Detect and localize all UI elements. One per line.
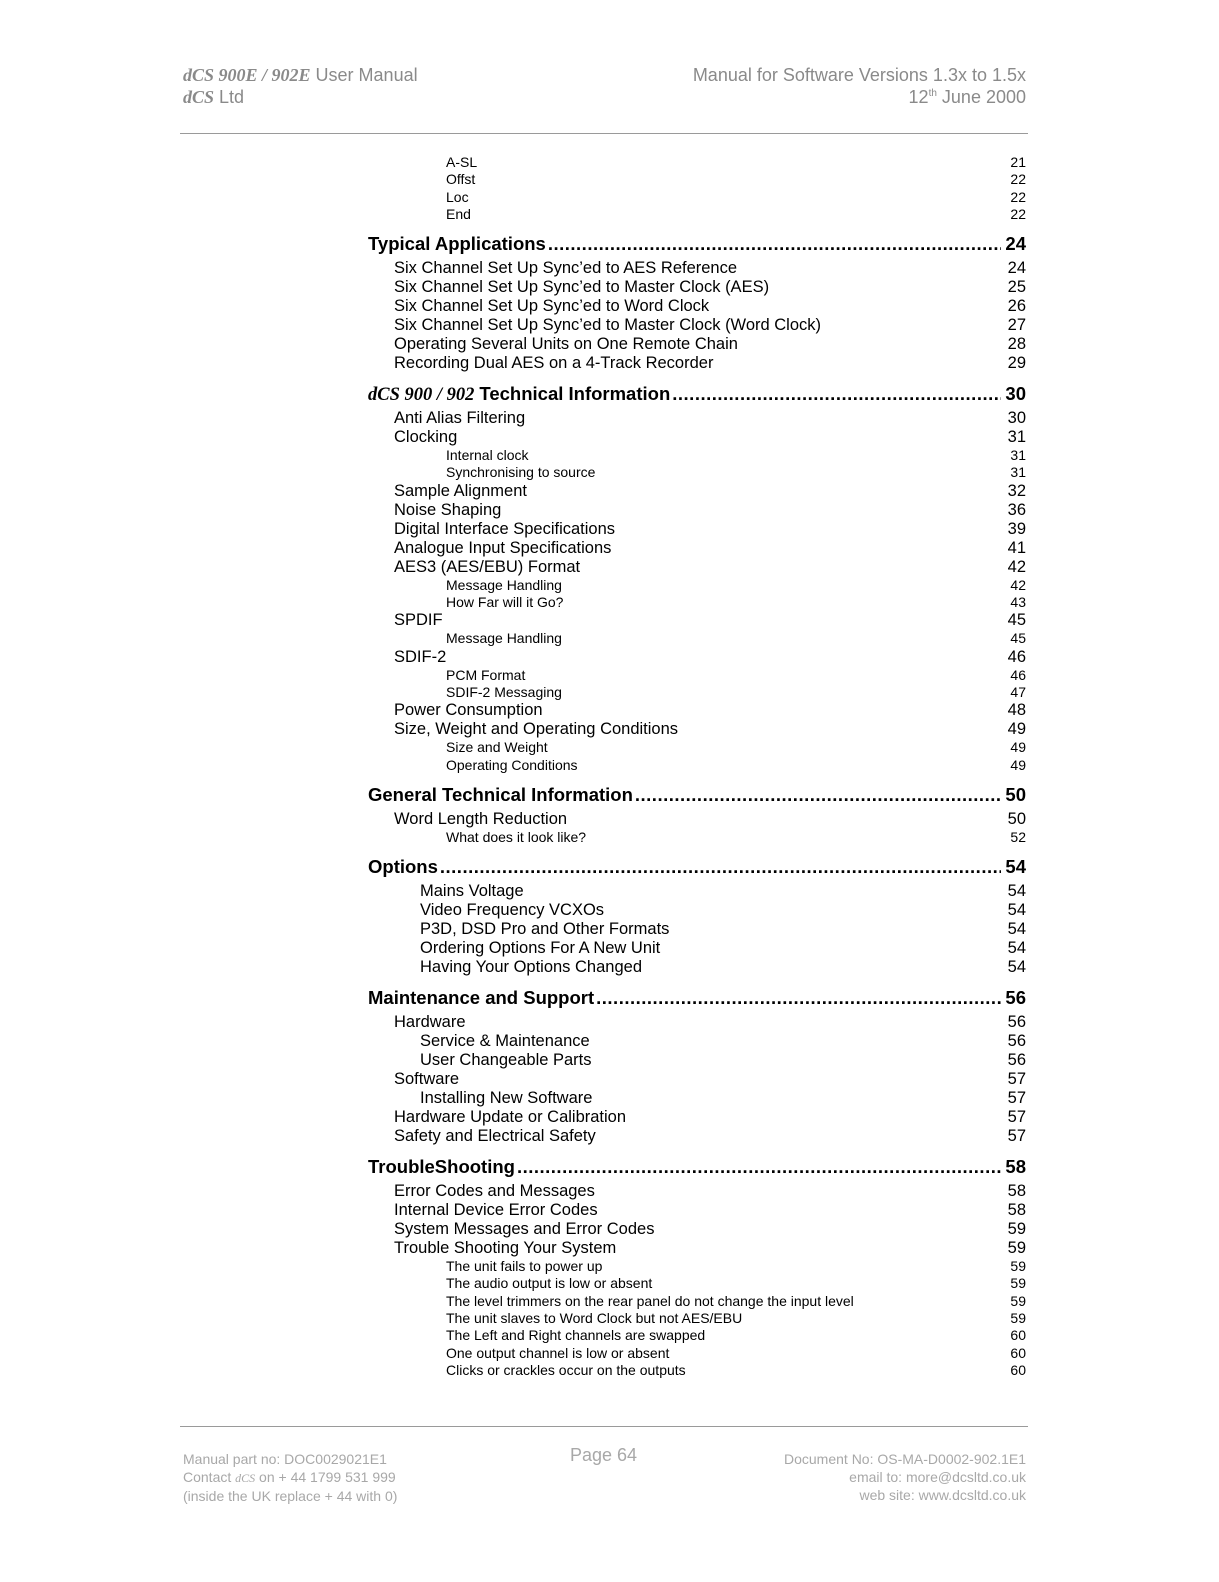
toc-entry[interactable] [368, 701, 1026, 720]
toc-entry-title: Error Codes and Messages [394, 1182, 595, 1201]
toc-entry[interactable] [368, 189, 1026, 206]
footer-left [183, 1450, 397, 1505]
toc-entry-page: 48 [1007, 701, 1026, 720]
section-page: 56 [1005, 987, 1026, 1009]
toc-entry-page: 24 [1007, 259, 1026, 278]
toc-entry-title: Six Channel Set Up Sync’ed to Word Clock [394, 297, 710, 316]
toc-entry-title: Internal Device Error Codes [394, 1201, 598, 1220]
section-title: Technical Information [479, 383, 671, 405]
section-title: Options [368, 856, 438, 878]
toc-entry-title: Six Channel Set Up Sync’ed to Master Clock (AES) [394, 278, 770, 297]
toc-entry-page: 59 [1007, 1239, 1026, 1258]
toc-entry[interactable] [368, 882, 1026, 901]
toc-entry[interactable] [368, 409, 1026, 428]
toc-entry-title: User Changeable Parts [420, 1051, 592, 1070]
toc-entry-title: Message Handling [446, 630, 562, 647]
toc-entry[interactable] [368, 1220, 1026, 1239]
toc-entry-page: 56 [1007, 1032, 1026, 1051]
footer-divider [180, 1426, 1028, 1427]
toc-entry-title: Power Consumption [394, 701, 543, 720]
toc-entry-title: Word Length Reduction [394, 809, 568, 828]
toc-entry[interactable] [368, 720, 1026, 739]
toc-entry-title: P3D, DSD Pro and Other Formats [420, 920, 670, 939]
header-right [693, 64, 1026, 108]
toc-entry-page: 59 [1010, 1258, 1026, 1275]
toc-entry-page: 25 [1007, 278, 1026, 297]
toc-entry-title: Anti Alias Filtering [394, 409, 526, 428]
toc-entry-page: 36 [1007, 500, 1026, 519]
section-title: General Technical Information [368, 783, 633, 805]
toc-entry-page: 49 [1010, 739, 1026, 756]
toc-entry-title: AES3 (AES/EBU) Format [394, 557, 581, 576]
toc-entry-page: 54 [1007, 920, 1026, 939]
toc-entry[interactable] [368, 1070, 1026, 1089]
header-product-line [183, 64, 418, 86]
dot-leader [517, 1155, 1001, 1179]
toc-entry[interactable] [368, 1275, 1026, 1292]
dot-leader [596, 986, 1001, 1010]
toc-entry[interactable] [368, 1201, 1026, 1220]
toc-entry-page: 41 [1007, 538, 1026, 557]
header-divider [180, 133, 1028, 134]
toc-entry[interactable] [368, 829, 1026, 846]
toc-entry[interactable] [368, 1032, 1026, 1051]
toc-entry-page: 57 [1007, 1070, 1026, 1089]
toc-entry-title: Hardware Update or Calibration [394, 1108, 627, 1127]
toc-entry-page: 60 [1010, 1361, 1026, 1378]
toc-entry-title: SPDIF [394, 611, 443, 630]
table-of-contents [368, 154, 1026, 1379]
toc-entry-title: Size and Weight [446, 739, 548, 756]
toc-entry-page: 56 [1007, 1051, 1026, 1070]
toc-entry-page: 31 [1007, 428, 1026, 447]
dot-leader [440, 855, 1002, 879]
toc-entry[interactable] [368, 482, 1026, 501]
toc-entry-title: The Left and Right channels are swapped [446, 1327, 706, 1344]
toc-entry-title: Trouble Shooting Your System [394, 1239, 617, 1258]
toc-entry-title: Digital Interface Specifications [394, 519, 616, 538]
manual-part-no: Manual part no: DOC0029021E1 [183, 1451, 387, 1467]
toc-entry[interactable] [368, 577, 1026, 594]
toc-entry-title: Synchronising to source [446, 464, 596, 481]
dot-leader [635, 783, 1002, 807]
toc-entry[interactable] [368, 1327, 1026, 1344]
toc-entry-page: 57 [1007, 1089, 1026, 1108]
toc-entry-title: The unit fails to power up [446, 1258, 603, 1275]
website-link[interactable]: web site: www.dcsltd.co.uk [859, 1487, 1026, 1503]
toc-entry[interactable] [368, 1293, 1026, 1310]
toc-entry-title: A-SL [446, 154, 478, 170]
toc-entry[interactable] [368, 539, 1026, 558]
toc-entry[interactable] [368, 354, 1026, 373]
toc-entry[interactable] [368, 1108, 1026, 1127]
toc-entry-page: 22 [1010, 171, 1026, 188]
toc-entry-page: 45 [1007, 611, 1026, 630]
toc-entry-page: 54 [1007, 939, 1026, 958]
toc-entry-page: 27 [1007, 316, 1026, 335]
toc-entry-title: Safety and Electrical Safety [394, 1127, 596, 1146]
toc-entry-page: 30 [1007, 409, 1026, 428]
toc-entry[interactable] [368, 1362, 1026, 1379]
toc-entry-page: 60 [1010, 1344, 1026, 1361]
company-suffix: Ltd [219, 87, 245, 107]
toc-entry-title: Clocking [394, 428, 458, 447]
toc-entry-page: 57 [1007, 1108, 1026, 1127]
toc-entry-title: Noise Shaping [394, 500, 502, 519]
toc-entry[interactable] [368, 667, 1026, 684]
contact-phone: Contact dCS on + 44 1799 531 999 [183, 1469, 396, 1485]
toc-entry[interactable] [368, 901, 1026, 920]
toc-entry-title: Software [394, 1070, 460, 1089]
toc-entry-page: 59 [1007, 1220, 1026, 1239]
toc-entry[interactable] [368, 428, 1026, 447]
toc-entry-title: How Far will it Go? [446, 594, 564, 611]
toc-entry-page: 54 [1007, 882, 1026, 901]
toc-entry-title: The level trimmers on the rear panel do not change the input level [446, 1292, 854, 1309]
manual-label: User Manual [315, 65, 418, 85]
toc-entry-page: 54 [1007, 958, 1026, 977]
toc-entry[interactable] [368, 1013, 1026, 1032]
toc-entry[interactable] [368, 316, 1026, 335]
toc-entry-page: 60 [1010, 1327, 1026, 1344]
header-left [183, 64, 418, 108]
toc-entry-page: 26 [1007, 297, 1026, 316]
toc-section-heading[interactable] [368, 986, 1026, 1010]
section-page: 30 [1005, 383, 1026, 405]
toc-entry[interactable] [368, 920, 1026, 939]
section-prefix: dCS 900 / 902 [368, 385, 475, 406]
toc-entry-title: Installing New Software [420, 1089, 593, 1108]
toc-entry-title: Size, Weight and Operating Conditions [394, 720, 679, 739]
toc-entry-page: 46 [1007, 647, 1026, 666]
toc-entry-page: 32 [1007, 481, 1026, 500]
toc-entry[interactable] [368, 206, 1026, 223]
toc-entry-title: Sample Alignment [394, 481, 527, 500]
toc-entry[interactable] [368, 810, 1026, 829]
toc-entry-title: End [446, 205, 471, 222]
toc-entry[interactable] [368, 594, 1026, 611]
toc-entry-page: 22 [1010, 205, 1026, 222]
document-number: Document No: OS-MA-D0002-902.1E1 [784, 1451, 1026, 1467]
toc-entry-title: Recording Dual AES on a 4-Track Recorder [394, 354, 714, 373]
toc-entry[interactable] [368, 259, 1026, 278]
toc-entry[interactable] [368, 648, 1026, 667]
toc-entry[interactable] [368, 447, 1026, 464]
toc-section-heading[interactable] [368, 783, 1026, 807]
toc-entry-title: SDIF-2 [394, 647, 447, 666]
toc-entry-page: 47 [1010, 683, 1026, 700]
toc-entry[interactable] [368, 171, 1026, 188]
toc-entry-title: System Messages and Error Codes [394, 1220, 655, 1239]
toc-entry-title: One output channel is low or absent [446, 1344, 670, 1361]
toc-entry[interactable] [368, 154, 1026, 171]
toc-entry[interactable] [368, 611, 1026, 630]
toc-entry-page: 50 [1007, 809, 1026, 828]
section-page: 58 [1005, 1156, 1026, 1178]
toc-entry-title: Loc [446, 188, 469, 205]
toc-entry[interactable] [368, 558, 1026, 577]
toc-entry-page: 45 [1010, 630, 1026, 647]
toc-entry-page: 28 [1007, 335, 1026, 354]
toc-entry-title: Offst [446, 171, 476, 188]
toc-entry-page: 42 [1010, 576, 1026, 593]
toc-entry-page: 31 [1010, 447, 1026, 464]
toc-entry-page: 58 [1007, 1182, 1026, 1201]
toc-entry[interactable] [368, 297, 1026, 316]
toc-entry-title: The unit slaves to Word Clock but not AES/EBU [446, 1310, 743, 1327]
toc-entry-title: Analogue Input Specifications [394, 538, 612, 557]
product-name: dCS 900E / 902E [183, 65, 311, 85]
toc-entry-page: 49 [1007, 720, 1026, 739]
toc-entry-title: Internal clock [446, 447, 529, 464]
toc-entry-title: Service & Maintenance [420, 1032, 590, 1051]
toc-entry-page: 58 [1007, 1201, 1026, 1220]
toc-entry[interactable] [368, 739, 1026, 756]
toc-entry-page: 52 [1010, 828, 1026, 845]
toc-entry[interactable] [368, 1089, 1026, 1108]
toc-entry[interactable] [368, 757, 1026, 774]
dot-leader [672, 382, 1001, 406]
toc-entry-page: 31 [1010, 464, 1026, 481]
toc-entry-page: 59 [1010, 1310, 1026, 1327]
toc-entry-page: 49 [1010, 756, 1026, 773]
toc-entry-title: Clicks or crackles occur on the outputs [446, 1361, 686, 1378]
toc-entry[interactable] [368, 1258, 1026, 1275]
toc-entry[interactable] [368, 501, 1026, 520]
toc-entry-page: 59 [1010, 1292, 1026, 1309]
toc-entry-title: Operating Conditions [446, 756, 578, 773]
section-page: 50 [1005, 783, 1026, 805]
toc-entry-title: SDIF-2 Messaging [446, 683, 562, 700]
toc-entry-page: 46 [1010, 666, 1026, 683]
toc-entry-title: Hardware [394, 1013, 466, 1032]
toc-entry[interactable] [368, 958, 1026, 977]
toc-entry-title: The audio output is low or absent [446, 1275, 653, 1292]
toc-entry-page: 59 [1010, 1275, 1026, 1292]
header-company-line [183, 86, 418, 108]
software-versions: Manual for Software Versions 1.3x to 1.5x [692, 65, 1026, 85]
toc-entry-page: 57 [1007, 1127, 1026, 1146]
section-page: 54 [1005, 856, 1026, 878]
toc-section-heading[interactable] [368, 855, 1026, 879]
toc-entry[interactable] [368, 1182, 1026, 1201]
toc-entry-page: 39 [1007, 519, 1026, 538]
toc-section-heading[interactable] [368, 382, 1026, 406]
page-number: Page 64 [570, 1445, 638, 1465]
toc-entry-page: 56 [1007, 1013, 1026, 1032]
toc-entry[interactable] [368, 335, 1026, 354]
toc-entry-title: What does it look like? [446, 828, 587, 845]
toc-section-heading[interactable] [368, 232, 1026, 256]
toc-entry[interactable] [368, 1127, 1026, 1146]
toc-entry-title: Mains Voltage [420, 882, 524, 901]
footer-right [784, 1450, 1026, 1504]
section-page: 24 [1005, 233, 1026, 255]
toc-entry-page: 21 [1010, 154, 1026, 170]
dot-leader [548, 232, 1002, 256]
toc-entry[interactable] [368, 278, 1026, 297]
toc-entry[interactable] [368, 1051, 1026, 1070]
toc-entry-page: 43 [1010, 594, 1026, 611]
toc-entry[interactable] [368, 939, 1026, 958]
toc-entry[interactable] [368, 1345, 1026, 1362]
toc-entry[interactable] [368, 630, 1026, 647]
toc-entry-title: Message Handling [446, 576, 562, 593]
toc-entry-title: Six Channel Set Up Sync’ed to Master Clock (Word Clock) [394, 316, 822, 335]
toc-entry-title: Having Your Options Changed [420, 958, 642, 977]
section-title: Typical Applications [368, 233, 546, 255]
toc-entry-page: 42 [1007, 557, 1026, 576]
section-title: TroubleShooting [368, 1156, 515, 1178]
toc-entry-title: PCM Format [446, 666, 526, 683]
toc-entry-page: 22 [1010, 188, 1026, 205]
company-name: dCS [183, 87, 215, 107]
section-title: Maintenance and Support [368, 987, 595, 1009]
toc-entry[interactable] [368, 520, 1026, 539]
toc-entry-page: 54 [1007, 901, 1026, 920]
toc-entry-title: Ordering Options For A New Unit [420, 939, 661, 958]
toc-entry-title: Six Channel Set Up Sync’ed to AES Reference [394, 259, 738, 278]
toc-entry-title: Video Frequency VCXOs [420, 901, 605, 920]
uk-note: (inside the UK replace + 44 with 0) [183, 1488, 398, 1504]
toc-entry[interactable] [368, 1310, 1026, 1327]
toc-section-heading[interactable] [368, 1155, 1026, 1179]
toc-entry[interactable] [368, 464, 1026, 481]
toc-entry[interactable] [368, 684, 1026, 701]
email-link[interactable]: email to: more@dcsltd.co.uk [849, 1469, 1026, 1485]
toc-entry-page: 29 [1007, 354, 1026, 373]
publication-date: 12th June 2000 [908, 87, 1026, 107]
toc-entry[interactable] [368, 1239, 1026, 1258]
toc-entry-title: Operating Several Units on One Remote Chain [394, 335, 738, 354]
